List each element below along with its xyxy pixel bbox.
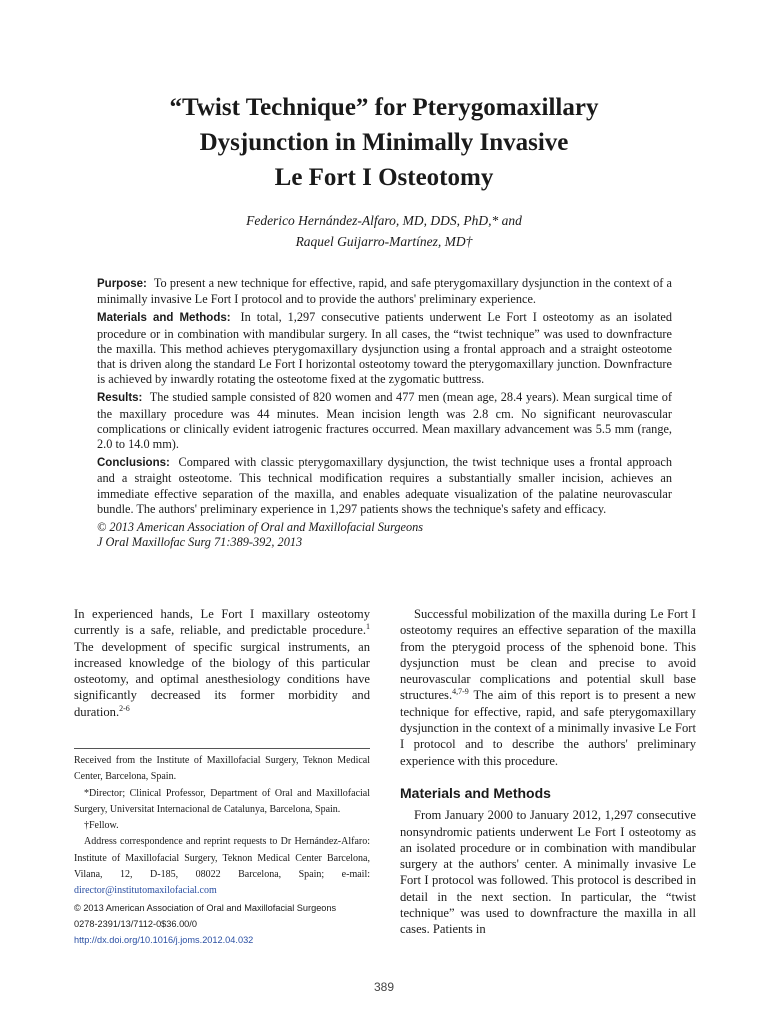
results-text: The studied sample consisted of 820 women and 477 men (mean age, 28.4 years). Mean surgical time of the maxillary procedure was 44 minutes. Mean incision length was 2.8 cm. No significant neurovascular complications or clinically evident iatrogenic fractures occurred. Mean maxillary advancement was 5.5 mm (range, 2.0 to 14.0 mm). bbox=[97, 390, 672, 452]
methods-text: In total, 1,297 consecutive patients underwent Le Fort I osteotomy as an isolated procedure or in combination with mandibular surgery. In all cases, the “twist technique” was used to downfracture the maxilla. This method achieves pterygomaxillary dysjunction using a frontal approach and a straight osteotome that is driven along the standard Le Fort I horizontal osteotomy toward the pterygomaxillary junction. Downfracture is achieved by inwardly rotating the osteotome fixed at the zygomatic buttress. bbox=[97, 310, 672, 387]
title-line: Dysjunction in Minimally Invasive bbox=[199, 129, 569, 156]
intro-paragraph bbox=[74, 606, 370, 720]
abstract-citation: J Oral Maxillofac Surg 71:389-392, 2013 bbox=[97, 535, 303, 550]
footnotes bbox=[74, 753, 370, 949]
abstract-purpose bbox=[97, 276, 672, 307]
left-column bbox=[74, 606, 370, 720]
ref-superscript[interactable]: 1 bbox=[366, 622, 370, 632]
author-list bbox=[60, 210, 708, 252]
footnote-director: *Director; Clinical Professor, Department of Oral and Maxillofacial Surgery, Universitat Internacional de Catalunya, Barcelona, Spain. bbox=[74, 787, 370, 815]
abstract bbox=[97, 276, 672, 550]
para1-text-b: The aim of this report is to present a new technique for effective, rapid, and safe pterygomaxillary dysjunction in the context of a minimally invasive Le Fort I protocol and to describe the authors' preliminary experience with this procedure. bbox=[400, 688, 696, 768]
footnote-divider bbox=[74, 748, 370, 749]
aim-paragraph bbox=[400, 606, 696, 769]
abstract-methods bbox=[97, 310, 672, 387]
email-link[interactable]: director@institutomaxilofacial.com bbox=[74, 885, 217, 897]
abstract-conclusions bbox=[97, 455, 672, 517]
correspondence-text: Address correspondence and reprint requests to Dr Hernández-Alfaro: Institute of Maxillofacial Surgery, Teknon Medical Center Barcelona, Vilana, 12, D-185, 08022 Barcelona, Spain; e-mail: bbox=[74, 836, 370, 881]
para1-text-a: Successful mobilization of the maxilla during Le Fort I osteotomy requires an effective separation of the maxilla from the pterygoid process of the sphenoid bone. This dysjunction must be clean and precise to avoid neurovascular complications and potential skull base structures. bbox=[400, 607, 696, 703]
article-title bbox=[60, 90, 708, 195]
conclusions-label: Conclusions: bbox=[97, 457, 170, 470]
methods-label: Materials and Methods: bbox=[97, 312, 231, 325]
ref-superscript[interactable]: 4,7-9 bbox=[452, 687, 469, 697]
footnote-correspondence bbox=[74, 834, 370, 899]
author-line: Federico Hernández-Alfaro, MD, DDS, PhD,* and bbox=[246, 213, 522, 228]
results-label: Results: bbox=[97, 392, 143, 405]
abstract-copyright: © 2013 American Association of Oral and Maxillofacial Surgeons bbox=[97, 520, 424, 535]
abstract-results bbox=[97, 390, 672, 452]
doi-link[interactable]: http://dx.doi.org/10.1016/j.joms.2012.04.032 bbox=[74, 935, 254, 946]
footnote-copyright: © 2013 American Association of Oral and Maxillofacial Surgeons bbox=[74, 902, 337, 913]
intro-text-a: In experienced hands, Le Fort I maxillary osteotomy currently is a safe, reliable, and predictable procedure. bbox=[74, 607, 370, 638]
title-line: “Twist Technique” for Pterygomaxillary bbox=[169, 94, 599, 121]
methods-paragraph: From January 2000 to January 2012, 1,297 consecutive nonsyndromic patients underwent Le Fort I osteotomy as an isolated procedure or in combination with mandibular surgery at the authors' center. A minimally invasive Le Fort I protocol was followed. This protocol is described in detail in the next section. In particular, the “twist technique” was used to downfracture the maxilla in all cases. Patients in bbox=[400, 808, 696, 937]
section-heading: Materials and Methods bbox=[400, 784, 551, 801]
author-line: Raquel Guijarro-Martínez, MD† bbox=[295, 234, 473, 249]
page-number: 389 bbox=[373, 980, 395, 994]
conclusions-text: Compared with classic pterygomaxillary dysjunction, the twist technique uses a frontal approach and a straight osteotome. This technical modification requires a substantially smaller incision, achieves an immediate effective separation of the maxilla, and enables adequate visualization of the palatine neurovascular bundle. The authors' preliminary experience in 1,297 patients shows the technique's safety and efficacy. bbox=[97, 455, 672, 516]
right-column bbox=[400, 606, 696, 938]
footnote-received: Received from the Institute of Maxillofacial Surgery, Teknon Medical Center, Barcelona, Spain. bbox=[74, 755, 370, 783]
purpose-text: To present a new technique for effective, rapid, and safe pterygomaxillary dysjunction in the context of a minimally invasive Le Fort I protocol and to provide the authors' preliminary experience. bbox=[97, 276, 672, 307]
ref-superscript[interactable]: 2-6 bbox=[119, 703, 130, 713]
purpose-label: Purpose: bbox=[97, 278, 147, 290]
title-line: Le Fort I Osteotomy bbox=[274, 164, 494, 191]
footnote-fellow: †Fellow. bbox=[84, 820, 119, 832]
footnote-issn: 0278-2391/13/7112-0$36.00/0 bbox=[74, 918, 197, 929]
intro-text-b: The development of specific surgical instruments, an increased knowledge of the biology of this particular osteotomy, and optimal anesthesiology conditions have significantly decreased its former morbidity and duration. bbox=[74, 639, 370, 719]
